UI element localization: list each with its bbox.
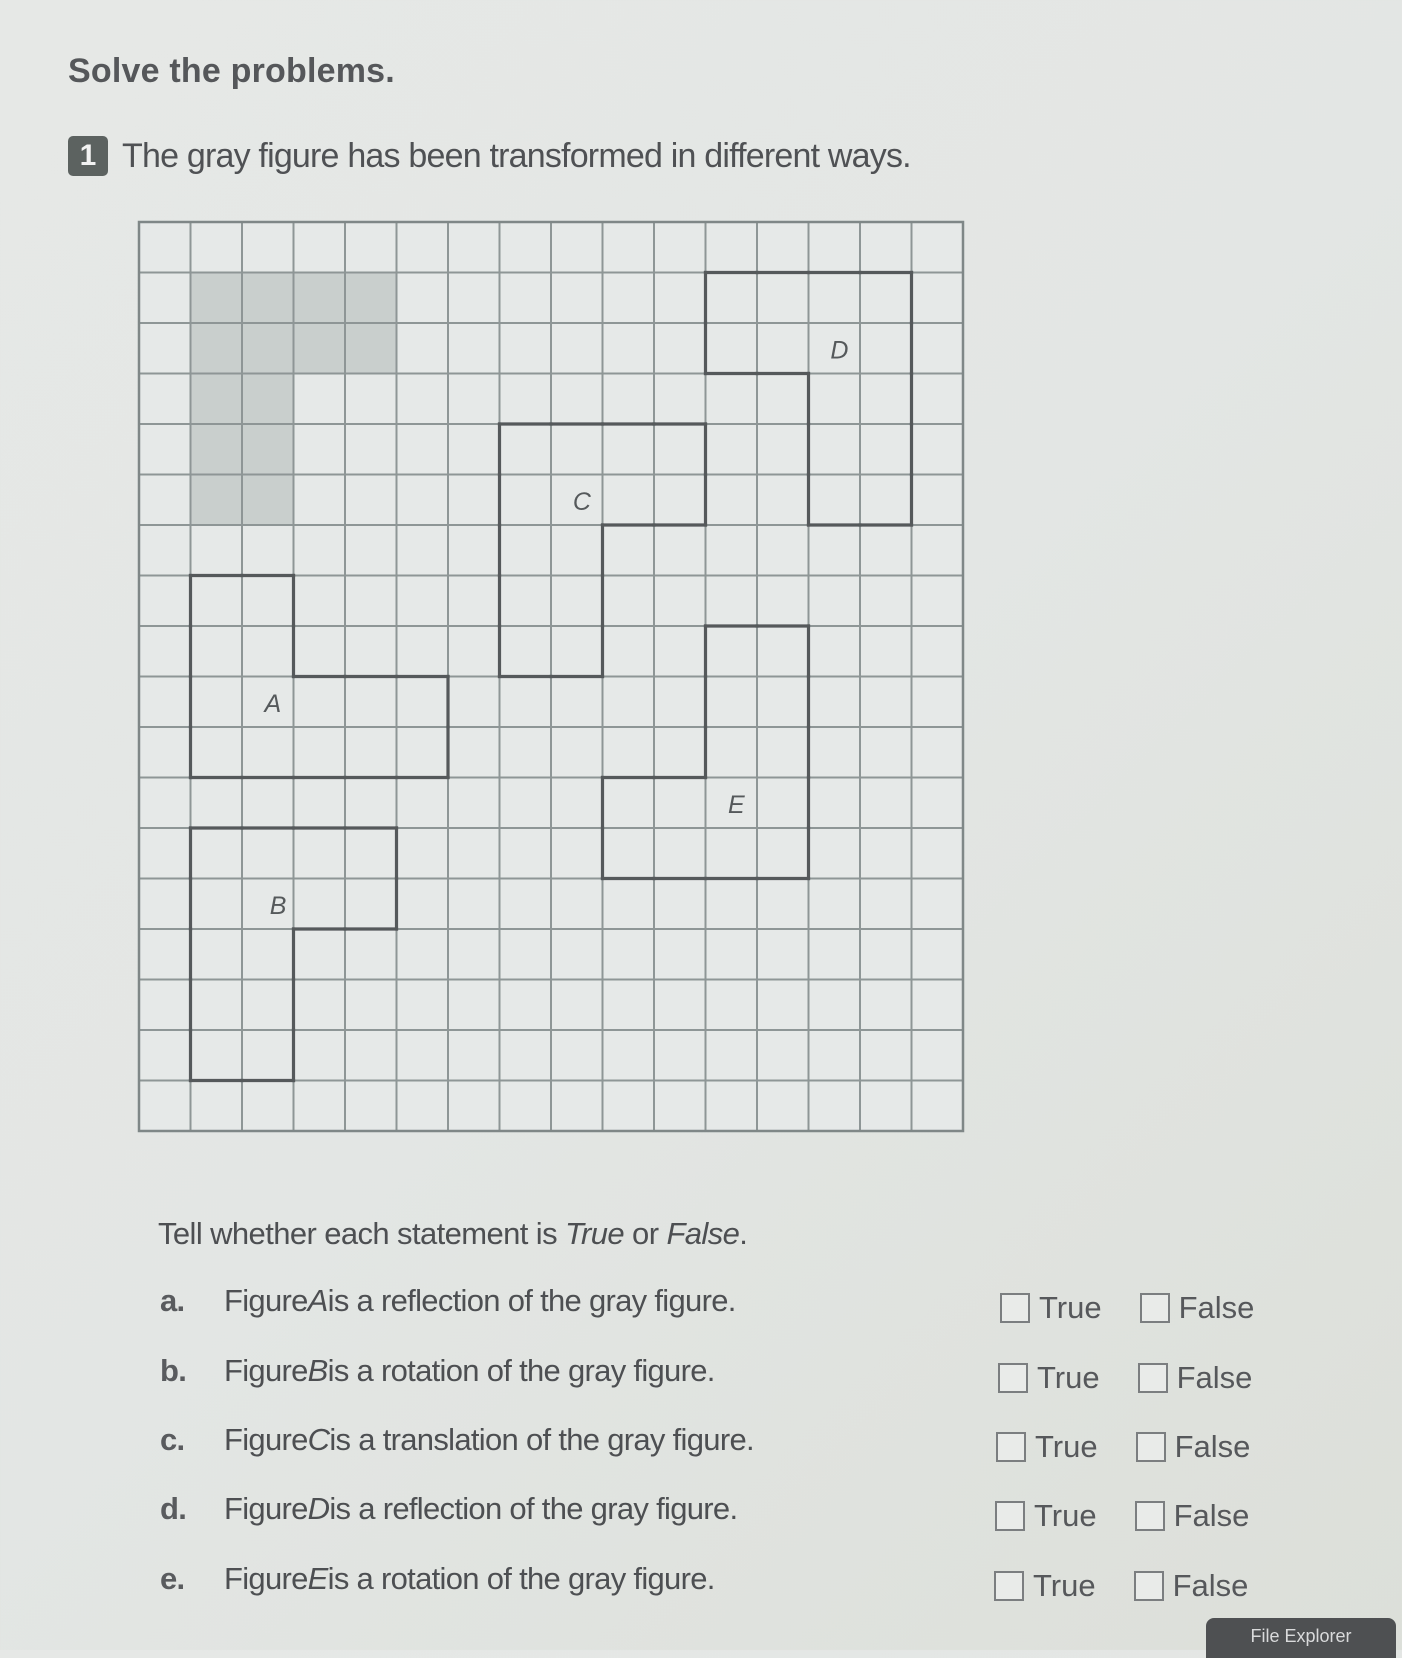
question-header [68,136,911,176]
grid-diagram [137,220,967,1135]
question-number-badge: 1 [68,136,108,176]
figure-c-label: C [572,487,591,516]
statement-c-true-option[interactable]: True [996,1429,1098,1465]
false-checkbox[interactable] [1138,1363,1168,1393]
statement-e: e. Figure E is a rotation of the gray figure. [160,1561,715,1596]
true-checkbox[interactable] [996,1432,1026,1462]
question-text: The gray figure has been transformed in different ways. [122,136,911,175]
figure-a-label: A [264,689,282,718]
figure-b-label: B [269,891,287,920]
page-heading: Solve the problems. [68,52,395,90]
statement-d-choices [995,1498,1287,1534]
statement-a-true-option[interactable]: True [1000,1290,1102,1326]
statement-a: a. Figure A is a reflection of the gray figure. [160,1283,736,1318]
figure-e-label: E [728,790,745,819]
statement-e-choices [994,1568,1286,1604]
statement-e-false-option[interactable]: False [1134,1568,1249,1604]
false-checkbox[interactable] [1135,1501,1165,1531]
true-checkbox[interactable] [994,1571,1024,1601]
false-checkbox[interactable] [1136,1432,1166,1462]
statement-c-false-option[interactable]: False [1136,1429,1251,1465]
statement-b-choices [998,1360,1290,1396]
true-checkbox[interactable] [995,1501,1025,1531]
statement-d-true-option[interactable]: True [995,1498,1097,1534]
file-explorer-tooltip: File Explorer [1206,1618,1396,1658]
true-checkbox[interactable] [1000,1293,1030,1323]
transformation-grid [137,220,967,1140]
true-checkbox[interactable] [998,1363,1028,1393]
statement-c-choices [996,1429,1288,1465]
false-checkbox[interactable] [1140,1293,1170,1323]
statement-d: d. Figure D is a reflection of the gray figure. [160,1491,738,1526]
statement-b-false-option[interactable]: False [1138,1360,1253,1396]
statement-a-false-option[interactable]: False [1140,1290,1255,1326]
figure-d-label: D [830,336,849,365]
false-checkbox[interactable] [1134,1571,1164,1601]
statement-e-true-option[interactable]: True [994,1568,1096,1604]
statement-d-false-option[interactable]: False [1135,1498,1250,1534]
statement-b: b. Figure B is a rotation of the gray figure. [160,1353,715,1388]
statement-b-true-option[interactable]: True [998,1360,1100,1396]
instructions: Tell whether each statement is True or False. [158,1216,748,1251]
statement-a-choices [1000,1290,1292,1326]
statement-c: c. Figure C is a translation of the gray figure. [160,1422,754,1457]
